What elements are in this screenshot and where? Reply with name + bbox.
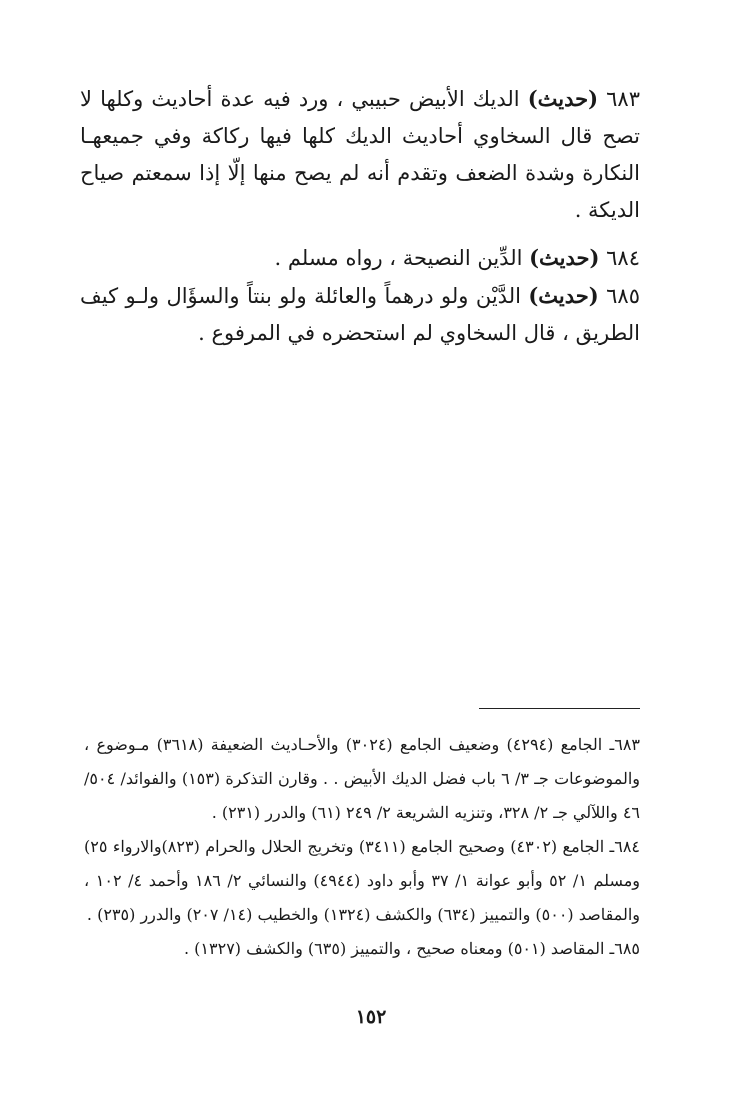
entry-text: الدَّيْن ولو درهماً والعائلة ولو بنتاً والسؤَال ولـو كيف الطريق ، قال السخاوي لم استحضره في المرفوع . xyxy=(80,284,640,345)
footnote-684: ٦٨٤ـ الجامع (٤٣٠٢) وصحيح الجامع (٣٤١١) وتخريج الحلال والحرام (٨٢٣)والارواء ٢٥) ومسلم ١/ ٥٢ وأبو عوانة ١/ ٣٧ وأبو داود (٤٩٤٤) والنسائي ٢/ ١٨٦ وأحمد ٤/ ١٠٢ ، والمقاصد (٥٠٠) والتمييز (٦٣٤) والكشف (١٣٢٤) والخطيب (١٤/ ٢٠٧) والدرر (٢٣٥) . xyxy=(84,837,641,924)
footnote-divider xyxy=(479,708,640,709)
footnotes xyxy=(84,728,640,966)
main-text xyxy=(80,80,640,352)
entry-685 xyxy=(80,277,640,352)
entry-text: الدِّين النصيحة ، رواه مسلم . xyxy=(274,246,523,270)
entry-keyword: (حديث) xyxy=(528,283,599,308)
entry-number: ٦٨٥ xyxy=(606,284,640,308)
entry-keyword: (حديث) xyxy=(527,86,599,111)
entry-number: ٦٨٣ xyxy=(606,87,640,111)
footnote-685: ٦٨٥ـ المقاصد (٥٠١) ومعناه صحيح ، والتمييز (٦٣٥) والكشف (١٣٢٧) . xyxy=(184,939,640,958)
entry-number: ٦٨٤ xyxy=(606,246,640,270)
footnote-683: ٦٨٣ـ الجامع (٤٢٩٤) وضعيف الجامع (٣٠٢٤) والأحـاديث الضعيفة (٣٦١٨) مـوضوع ، والموضوعات جـ ٣/ ٦ باب فضل الديك الأبيض . . وقارن التذكرة (١٥٣) والفوائد/ ٥٠٤/ ٤٦ واللآلي جـ ٢/ ٣٢٨، وتنزيه الشريعة ٢/ ٢٤٩ (٦١) والدرر (٢٣١) . xyxy=(84,735,640,822)
page-number: ١٥٢ xyxy=(355,1006,387,1028)
entry-keyword: (حديث) xyxy=(529,245,600,270)
entry-683 xyxy=(80,80,640,229)
entry-684 xyxy=(80,239,640,277)
entry-text: الديك الأبيض حبيبي ، ورد فيه عدة أحاديث وكلها لا تصح قال السخاوي أحاديث الديك كلها فيها ركاكة وفي جميعهـا النكارة وشدة الضعف وتقدم أنه لم يصح منها إلّا إذا سمعتم صياح الديكة . xyxy=(80,87,640,222)
